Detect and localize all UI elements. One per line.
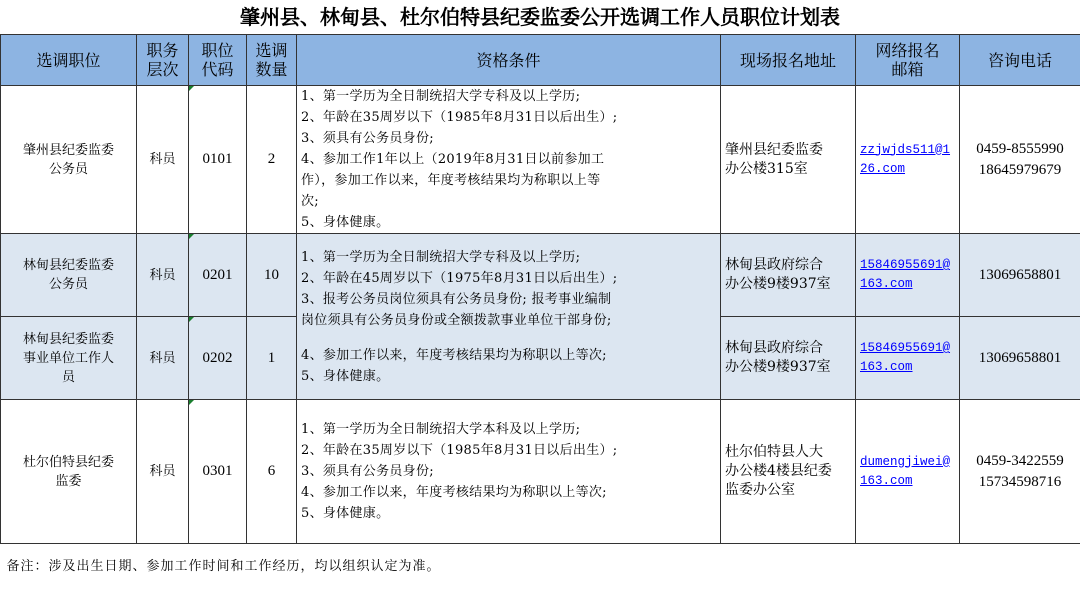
email-link[interactable]: dumengjiwei@163.com: [856, 400, 960, 544]
header-requirements: 资格条件: [297, 35, 721, 86]
count-cell: 1: [247, 317, 297, 400]
email-link[interactable]: 15846955691@163.com: [856, 234, 960, 317]
count-cell: 10: [247, 234, 297, 317]
note-row: [1, 544, 1080, 585]
phone-cell: 13069658801: [960, 234, 1080, 317]
table-row: [1, 234, 1080, 317]
address-cell: 肇州县纪委监委 办公楼315室: [721, 86, 856, 234]
position-cell: 林甸县纪委监委 公务员: [1, 234, 137, 317]
address-cell: 林甸县政府综合 办公楼9楼937室: [721, 317, 856, 400]
position-cell: 肇州县纪委监委 公务员: [1, 86, 137, 234]
position-cell: 杜尔伯特县纪委 监委: [1, 400, 137, 544]
header-row: [1, 35, 1080, 86]
header-count: 选调 数量: [247, 35, 297, 86]
level-cell: 科员: [137, 317, 189, 400]
header-level: 职务 层次: [137, 35, 189, 86]
header-code: 职位 代码: [189, 35, 247, 86]
code-cell: 0201: [189, 234, 247, 317]
requirements-cell: 1、第一学历为全日制统招大学专科及以上学历; 2、年龄在45周岁以下（1975年8月31日以后出生）; 3、报考公务员岗位须具有公务员身份; 报考事业编制 岗位须具有公务员身份或全额拨款事业单位干部身份; 4、参加工作以来，年度考核结果均为称职以上等次; 5、身体健康。: [297, 234, 721, 400]
comment-marker-icon: [189, 86, 194, 91]
comment-marker-icon: [189, 234, 194, 239]
level-cell: 科员: [137, 86, 189, 234]
address-cell: 林甸县政府综合 办公楼9楼937室: [721, 234, 856, 317]
phone-cell: 13069658801: [960, 317, 1080, 400]
header-phone: 咨询电话: [960, 35, 1080, 86]
comment-marker-icon: [189, 400, 194, 405]
table-row: [1, 86, 1080, 234]
email-link[interactable]: zzjwjds511@126.com: [856, 86, 960, 234]
email-link[interactable]: 15846955691@163.com: [856, 317, 960, 400]
position-cell: 林甸县纪委监委 事业单位工作人 员: [1, 317, 137, 400]
header-position: 选调职位: [1, 35, 137, 86]
code-cell: 0202: [189, 317, 247, 400]
comment-marker-icon: [189, 317, 194, 322]
footnote: 备注：涉及出生日期、参加工作时间和工作经历，均以组织认定为准。: [1, 544, 1080, 585]
requirements-cell: 1、第一学历为全日制统招大学本科及以上学历; 2、年龄在35周岁以下（1985年8月31日以后出生）; 3、须具有公务员身份; 4、参加工作以来，年度考核结果均为称职以上等次; 5、身体健康。: [297, 400, 721, 544]
count-cell: 6: [247, 400, 297, 544]
requirements-cell: 1、第一学历为全日制统招大学专科及以上学历; 2、年龄在35周岁以下（1985年8月31日以后出生）; 3、须具有公务员身份; 4、参加工作1年以上（2019年8月31日以前参加工 作），参加工作以来，年度考核结果均为称职以上等 次; 5、身体健康。: [297, 86, 721, 234]
positions-table: [0, 34, 1080, 584]
code-cell: 0101: [189, 86, 247, 234]
level-cell: 科员: [137, 400, 189, 544]
page-title: 肇州县、林甸县、杜尔伯特县纪委监委公开选调工作人员职位计划表: [240, 5, 840, 29]
table-row: [1, 400, 1080, 544]
header-email: 网络报名 邮箱: [856, 35, 960, 86]
level-cell: 科员: [137, 234, 189, 317]
phone-cell: 0459-8555990 18645979679: [960, 86, 1080, 234]
count-cell: 2: [247, 86, 297, 234]
phone-cell: 0459-3422559 15734598716: [960, 400, 1080, 544]
code-cell: 0301: [189, 400, 247, 544]
header-address: 现场报名地址: [721, 35, 856, 86]
address-cell: 杜尔伯特县人大 办公楼4楼县纪委 监委办公室: [721, 400, 856, 544]
